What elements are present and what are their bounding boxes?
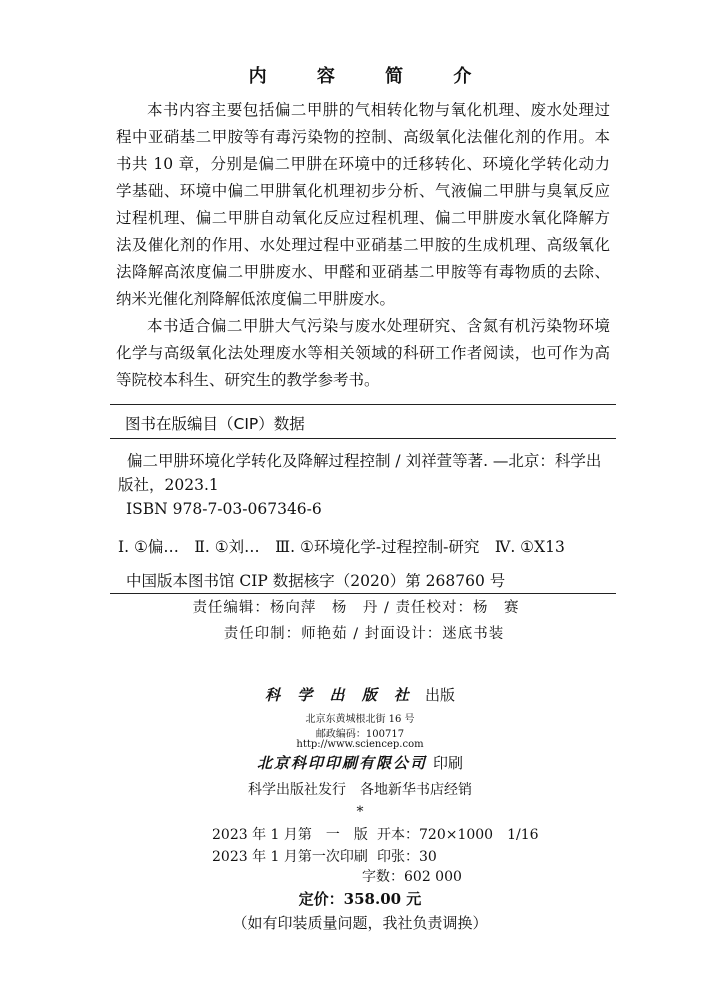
cip-heading-rule <box>110 438 616 439</box>
sheet-count: 印张：30 <box>377 849 437 865</box>
editors-line-1: 责任编辑：杨向萍 杨 丹 / 责任校对：杨 赛 <box>192 600 520 616</box>
cip-classification: Ⅰ. ①偏… Ⅱ. ①刘… Ⅲ. ①环境化学-过程控制-研究 Ⅳ. ①X13 <box>118 538 565 556</box>
publisher-postcode: 邮政编码：100717 <box>315 729 405 740</box>
cip-number: 中国版本图书馆 CIP 数据核字（2020）第 268760 号 <box>126 572 506 590</box>
publisher-url: http://www.sciencep.com <box>296 739 424 750</box>
separator-star: * <box>356 804 364 820</box>
word-count: 字数：602 000 <box>362 869 462 885</box>
edition-line-1: 2023 年 1 月第 一 版 <box>212 827 368 843</box>
publisher-address: 北京东黄城根北街 16 号 <box>305 714 415 725</box>
price: 定价：358.00 元 <box>298 890 422 908</box>
cip-top-rule <box>110 404 616 405</box>
intro-paragraph-2: 本书适合偏二甲肼大气污染与废水处理研究、含氮有机污染物环境化学与高级氧化法处理废水等相关领域的科研工作者阅读，也可作为高等院校本科生、研究生的教学参考书。 <box>116 317 610 389</box>
printer-suffix: 印刷 <box>433 754 464 772</box>
printer-line <box>0 752 720 773</box>
intro-paragraph-1: 本书内容主要包括偏二甲肼的气相转化物与氧化机理、废水处理过程中亚硝基二甲胺等有毒污染物的控制、高级氧化法催化剂的作用。本书共 10 章，分别是偏二甲肼在环境中的迁移转化、环境化学转化动力学基础、环境中偏二甲肼氧化机理初步分析、气液偏二甲肼与臭氧反应过程机理、偏二甲肼自动氧化反应过程机理、偏二甲肼废水氧化降解方法及催化剂的作用、水处理过程中亚硝基二甲胺的生成机理、高级氧化法降解高浓度偏二甲肼废水、甲醛和亚硝基二甲胺等有毒物质的去除、纳米光催化剂降解低浓度偏二甲肼废水。 <box>116 101 610 308</box>
format-spec: 开本：720×1000 1/16 <box>377 827 539 843</box>
editors-line-2: 责任印制：师艳茹 / 封面设计：迷底书装 <box>223 626 505 642</box>
page-title: 内 容 简 介 <box>248 66 494 87</box>
publisher-suffix: 出版 <box>424 686 455 704</box>
quality-notice: （如有印装质量问题，我社负责调换） <box>232 914 488 932</box>
cip-bottom-rule <box>110 593 616 594</box>
edition-line-2: 2023 年 1 月第一次印刷 <box>212 849 368 865</box>
publisher-line <box>0 684 720 705</box>
publisher-name: 科 学 出 版 社 <box>265 686 415 704</box>
cip-isbn: ISBN 978-7-03-067346-6 <box>126 500 322 518</box>
printer-name: 北京科印印刷有限公司 <box>256 754 427 772</box>
intro-text <box>116 97 610 394</box>
distribution-line: 科学出版社发行 各地新华书店经销 <box>248 782 472 798</box>
cip-heading: 图书在版编目（CIP）数据 <box>125 415 305 433</box>
cip-title-line: 偏二甲肼环境化学转化及降解过程控制 / 刘祥萱等著. —北京：科学出版社，2023.1 <box>118 452 602 494</box>
